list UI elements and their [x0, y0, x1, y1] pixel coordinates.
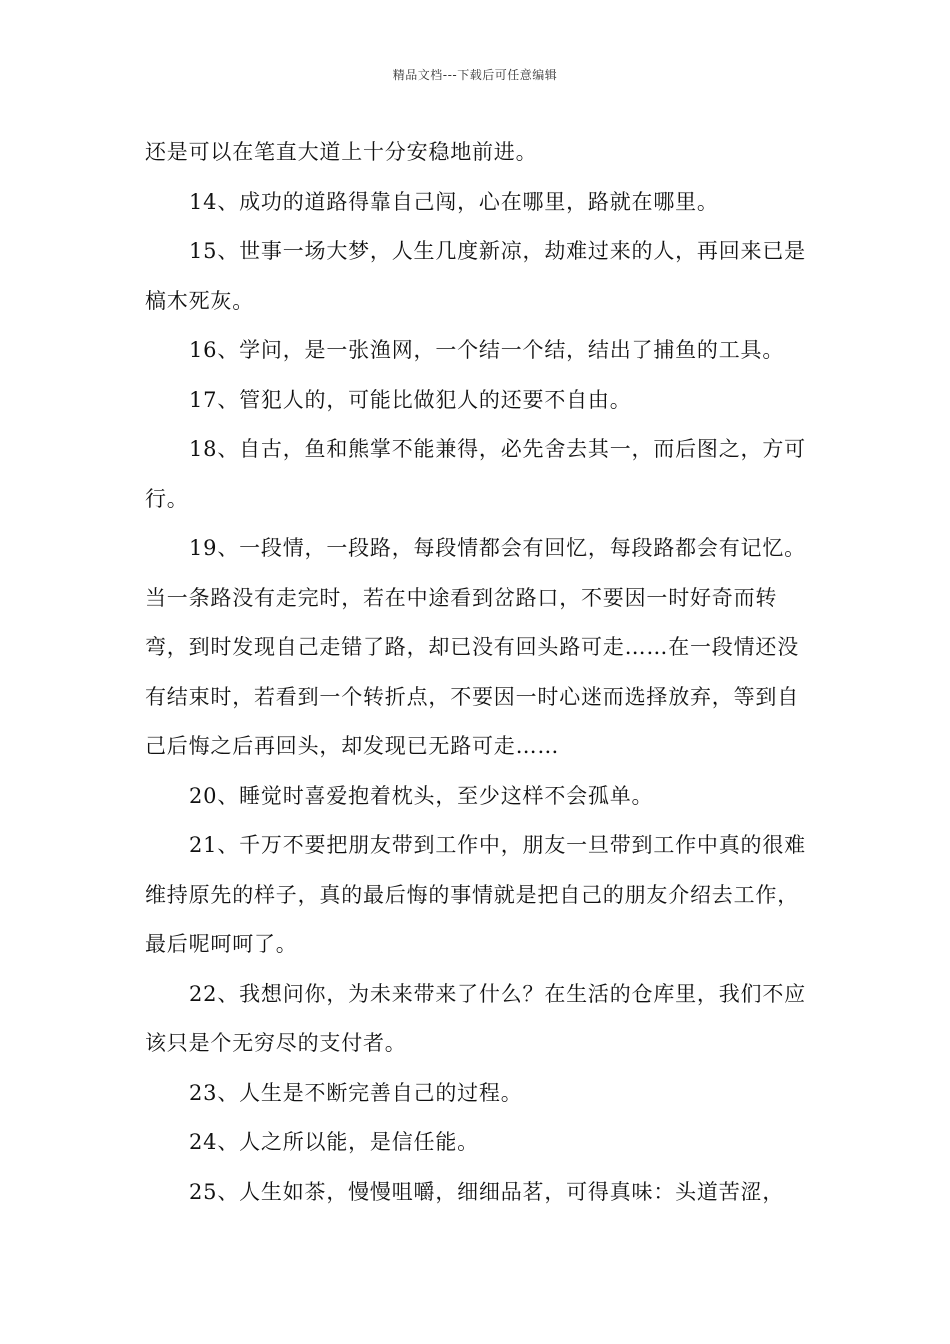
paragraph-17: 17、管犯人的，可能比做犯人的还要不自由。 [189, 387, 632, 412]
paragraph-continuation: 还是可以在笔直大道上十分安稳地前进。 [145, 140, 538, 164]
paragraph-20: 20、睡觉时喜爱抱着枕头，至少这样不会孤单。 [189, 783, 654, 808]
paragraph-21: 21、千万不要把朋友带到工作中，朋友一旦带到工作中真的很难维持原先的样子，真的最后悔的事情就是把自己的朋友介绍去工作，最后呢呵呵了。 [145, 833, 806, 956]
paragraph-24: 24、人之所以能，是信任能。 [189, 1130, 479, 1154]
paragraph-22: 22、我想问你，为未来带来了什么？在生活的仓库里，我们不应该只是个无穷尽的支付者。 [145, 981, 806, 1055]
page-header: 精品文档---下载后可任意编辑 [392, 68, 558, 82]
paragraph-19: 19、一段情，一段路，每段情都会有回忆，每段路都会有记忆。当一条路没有走完时，若在中途看到岔路口，不要因一时好奇而转弯，到时发现自己走错了路，却已没有回头路可走……在一段情还没有结束时，若看到一个转折点，不要因一时心迷而选择放弃，等到自己后悔之后再回头，却发现已无路可走…… [145, 536, 806, 758]
paragraph-14: 14、成功的道路得靠自己闯，心在哪里，路就在哪里。 [189, 189, 719, 214]
paragraph-15: 15、世事一场大梦，人生几度新凉，劫难过来的人，再回来已是槁木死灰。 [145, 239, 806, 313]
paragraph-23: 23、人生是不断完善自己的过程。 [189, 1080, 523, 1105]
paragraph-25: 25、人生如茶，慢慢咀嚼，细细品茗，可得真味：头道苦涩， [189, 1179, 785, 1204]
paragraph-18: 18、自古，鱼和熊掌不能兼得，必先舍去其一，而后图之，方可行。 [145, 437, 806, 511]
document-body [145, 128, 810, 1217]
paragraph-16: 16、学问，是一张渔网，一个结一个结，结出了捕鱼的工具。 [189, 338, 785, 362]
